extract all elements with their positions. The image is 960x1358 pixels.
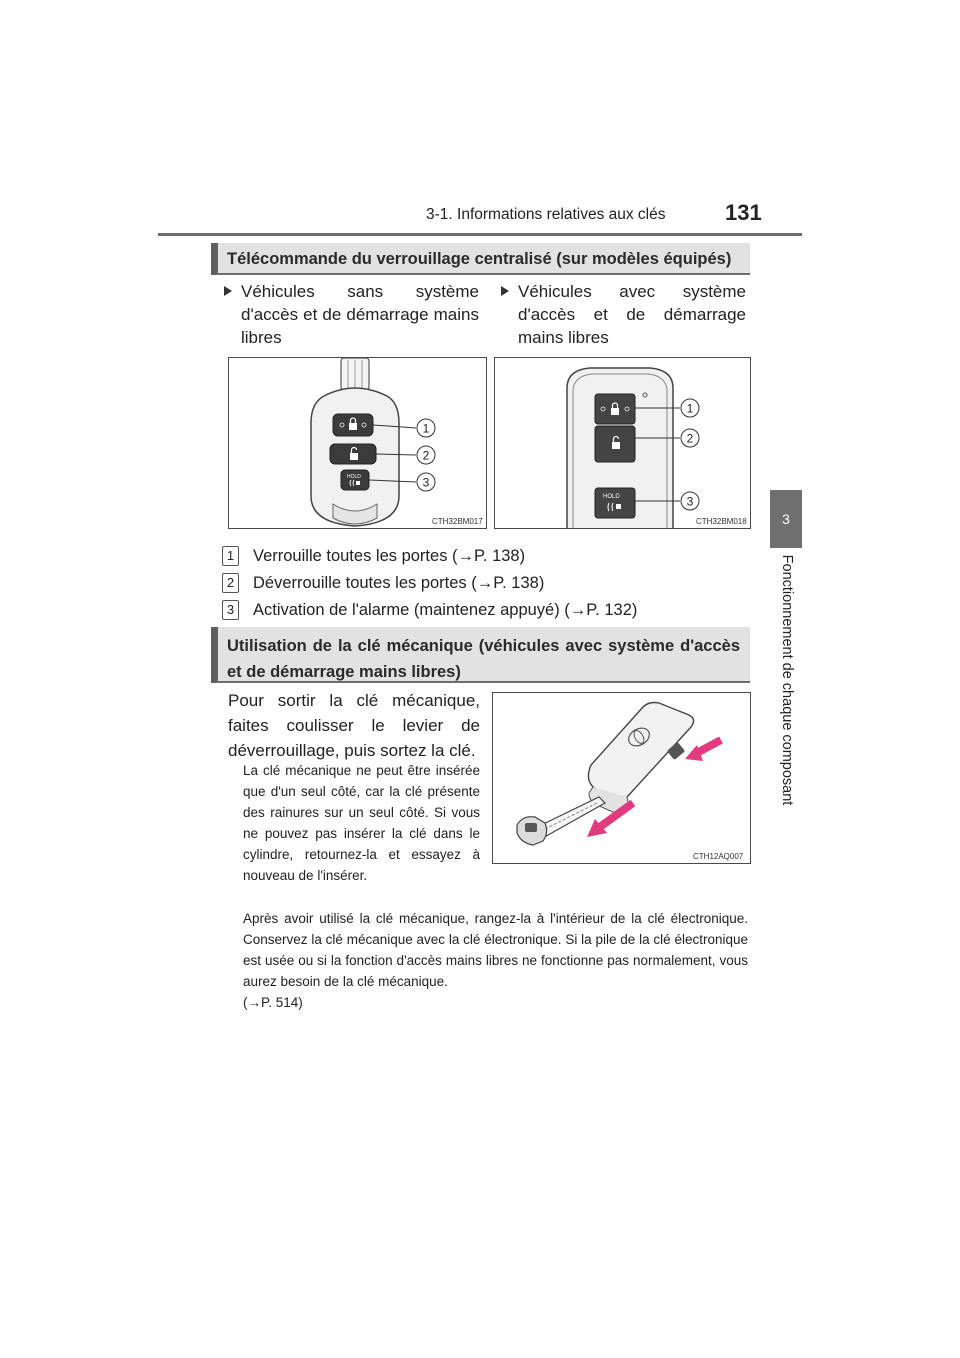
alarm-button-icon	[341, 470, 369, 490]
hold-label: HOLD	[347, 474, 361, 480]
hold-label: HOLD	[603, 494, 620, 500]
section-heading-remote: Télécommande du verrouillage centralisé (sur modèles équipés)	[211, 243, 750, 275]
svg-text:1: 1	[422, 421, 430, 436]
figure-code: CTH32BM017	[432, 517, 483, 526]
body-paragraph: Pour sortir la clé mécanique, faites coulisser le levier de déverrouillage, puis sortez la clé.	[228, 691, 480, 760]
figure-code: CTH12AQ007	[693, 852, 744, 861]
item-number: 1	[222, 546, 239, 566]
variant-right-label	[518, 280, 746, 349]
chapter-tab	[770, 490, 802, 548]
note-paragraph	[243, 908, 748, 1013]
svg-text:2: 2	[422, 448, 430, 463]
chapter-label: Fonctionnement de chaque composant	[779, 554, 795, 806]
note-text: Après avoir utilisé la clé mécanique, rangez-la à l'intérieur de la clé électronique. Conservez la clé mécanique avec la clé électronique. Si la pile de la clé électronique est usée ou si la fonction d'accès mains libres ne fonctionne pas normalement, vous aurez besoin de la clé mécanique.	[243, 911, 748, 989]
svg-text:3: 3	[686, 494, 694, 509]
variant-left-text: Véhicules sans système d'accès et de démarrage mains libres	[241, 282, 479, 347]
svg-text:1: 1	[686, 401, 694, 416]
figure-remote-key	[228, 357, 487, 529]
variant-right-text: Véhicules avec système d'accès et de démarrage mains libres	[518, 282, 746, 347]
page-reference: (→P. 514)	[243, 995, 303, 1010]
figure-code: CTH32BM018	[696, 517, 747, 526]
chapter-number: 3	[782, 511, 790, 527]
item-number: 2	[222, 573, 239, 593]
list-item	[222, 545, 525, 567]
svg-text:3: 3	[422, 475, 430, 490]
alarm-button-icon	[595, 488, 635, 518]
figure-mechanical-key	[492, 692, 751, 864]
triangle-bullet-icon	[501, 286, 509, 296]
variant-left-label	[241, 280, 479, 349]
header-rule	[158, 233, 802, 236]
note-paragraph: La clé mécanique ne peut être insérée que d'un seul côté, car la clé présente des rainures sur un seul côté. Si vous ne pouvez pas insérer la clé dans le cylindre, retournez-la et essayez à nouveau de l'insérer.	[243, 763, 480, 883]
figure-smart-key	[494, 357, 751, 529]
running-header: 3-1. Informations relatives aux clés	[426, 206, 666, 223]
triangle-bullet-icon	[224, 286, 232, 296]
item-text: Verrouille toutes les portes (→P. 138)	[253, 547, 526, 565]
item-text: Activation de l'alarme (maintenez appuyé) (→P. 132)	[253, 601, 638, 619]
section-heading-mechanical-key: Utilisation de la clé mécanique (véhicules avec système d'accès et de démarrage mains libres)	[211, 627, 750, 683]
svg-text:2: 2	[686, 431, 694, 446]
item-number: 3	[222, 600, 239, 620]
page-number: 131	[725, 200, 762, 225]
list-item	[222, 599, 637, 621]
item-text: Déverrouille toutes les portes (→P. 138)	[253, 574, 545, 592]
list-item	[222, 572, 544, 594]
